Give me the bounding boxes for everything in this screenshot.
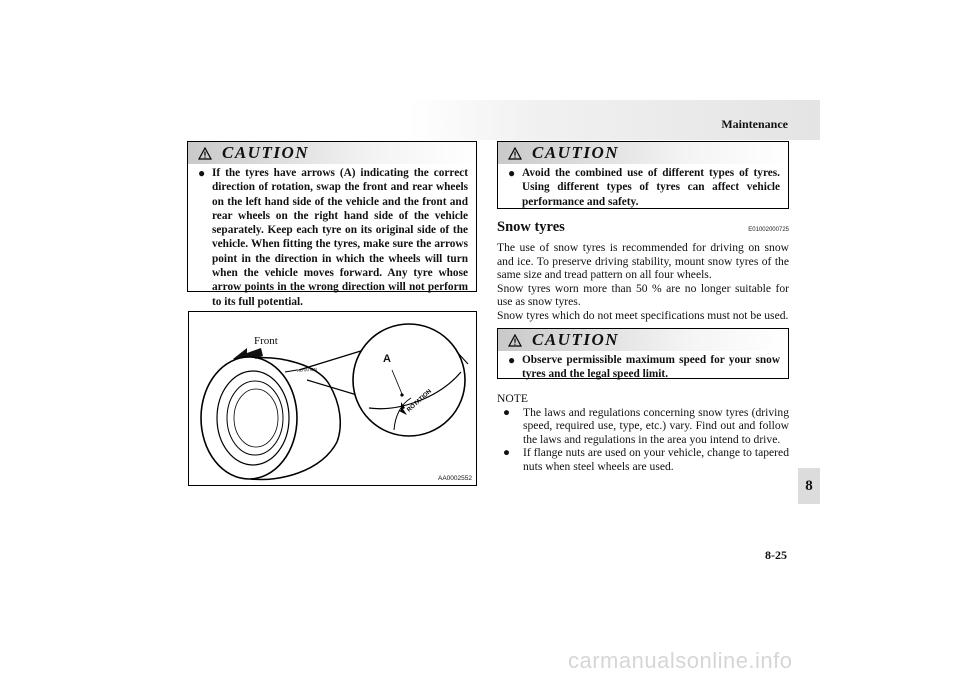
bullet-icon: ●: [198, 166, 206, 180]
note-block: [497, 392, 789, 474]
caution-box-tyre-rotation: [187, 141, 477, 308]
bullet-icon: ●: [508, 166, 516, 180]
tyre-rotation-figure: [188, 311, 477, 486]
warning-triangle-icon: [508, 147, 522, 160]
figure-code: AA0002552: [438, 475, 472, 482]
note-text: If flange nuts are used on your vehicle, change to tapered nuts when steel wheels are used.: [523, 446, 789, 473]
chapter-tab: 8: [798, 468, 820, 504]
body-paragraph: The use of snow tyres is recommended for driving on snow and ice. To preserve driving stability, mount snow tyres of the same size and tread pattern on all four wheels.: [497, 241, 789, 282]
snow-tyres-body: [497, 241, 789, 323]
caution-title: CAUTION: [222, 143, 310, 162]
figure-callout-a: A: [383, 353, 391, 365]
caution-title: CAUTION: [532, 143, 620, 162]
caution-text: Avoid the combined use of different types of tyres. Using different types of tyres can affect vehicle performance and safety.: [522, 167, 780, 208]
caution-item: [188, 164, 476, 315]
caution-box-speed: [497, 328, 789, 379]
note-label: NOTE: [497, 392, 528, 405]
note-text: The laws and regulations concerning snow tyres (driving speed, required use, type, etc.) vary. Find out and follow the laws and regulations in the area you intend to drive.: [523, 405, 789, 446]
warning-triangle-icon: [508, 334, 522, 347]
caution-header: [498, 329, 788, 351]
bullet-icon: ●: [503, 446, 511, 460]
body-paragraph: Snow tyres worn more than 50 % are no longer suitable for use as snow tyres.: [497, 281, 789, 309]
caution-item: [498, 164, 788, 215]
svg-text:ROTATION: ROTATION: [406, 388, 433, 414]
caution-box-mixed-tyres: [497, 141, 789, 209]
note-item: [497, 406, 789, 447]
caution-header: [188, 142, 476, 164]
note-item: [497, 446, 789, 473]
snow-tyres-heading-row: [497, 219, 789, 236]
caution-text: If the tyres have arrows (A) indicating the correct direction of rotation, swap the front and rear wheels on the left hand side of the vehicle and the front and rear wheels on the right hand side of the vehicle separately. Keep each tyre on its original side of the vehicle. When fitting the tyres, make sure the arrows point in the direction in which the wheels will turn when the vehicle moves forward. Any tyre whose arrow points in the wrong direction will not perform to its full potential.: [212, 167, 468, 308]
body-paragraph: Snow tyres which do not meet specifications must not be used.: [497, 308, 789, 322]
caution-header: [498, 142, 788, 164]
bullet-icon: ●: [508, 353, 516, 367]
caution-title: CAUTION: [532, 330, 620, 349]
section-title: Maintenance: [721, 117, 788, 131]
tyre-illustration: [189, 312, 478, 487]
bullet-icon: ●: [503, 405, 511, 419]
section-code: E01002000725: [748, 227, 789, 233]
section-heading: Snow tyres: [497, 219, 565, 235]
svg-text:ROTATION: ROTATION: [296, 366, 318, 373]
warning-triangle-icon: [198, 147, 212, 160]
figure-front-label: Front: [254, 335, 278, 347]
caution-item: [498, 351, 788, 388]
caution-text: Observe permissible maximum speed for your snow tyres and the legal speed limit.: [522, 354, 780, 381]
page-number: 8-25: [765, 548, 787, 562]
watermark: carmanualsonline.info: [568, 648, 793, 673]
